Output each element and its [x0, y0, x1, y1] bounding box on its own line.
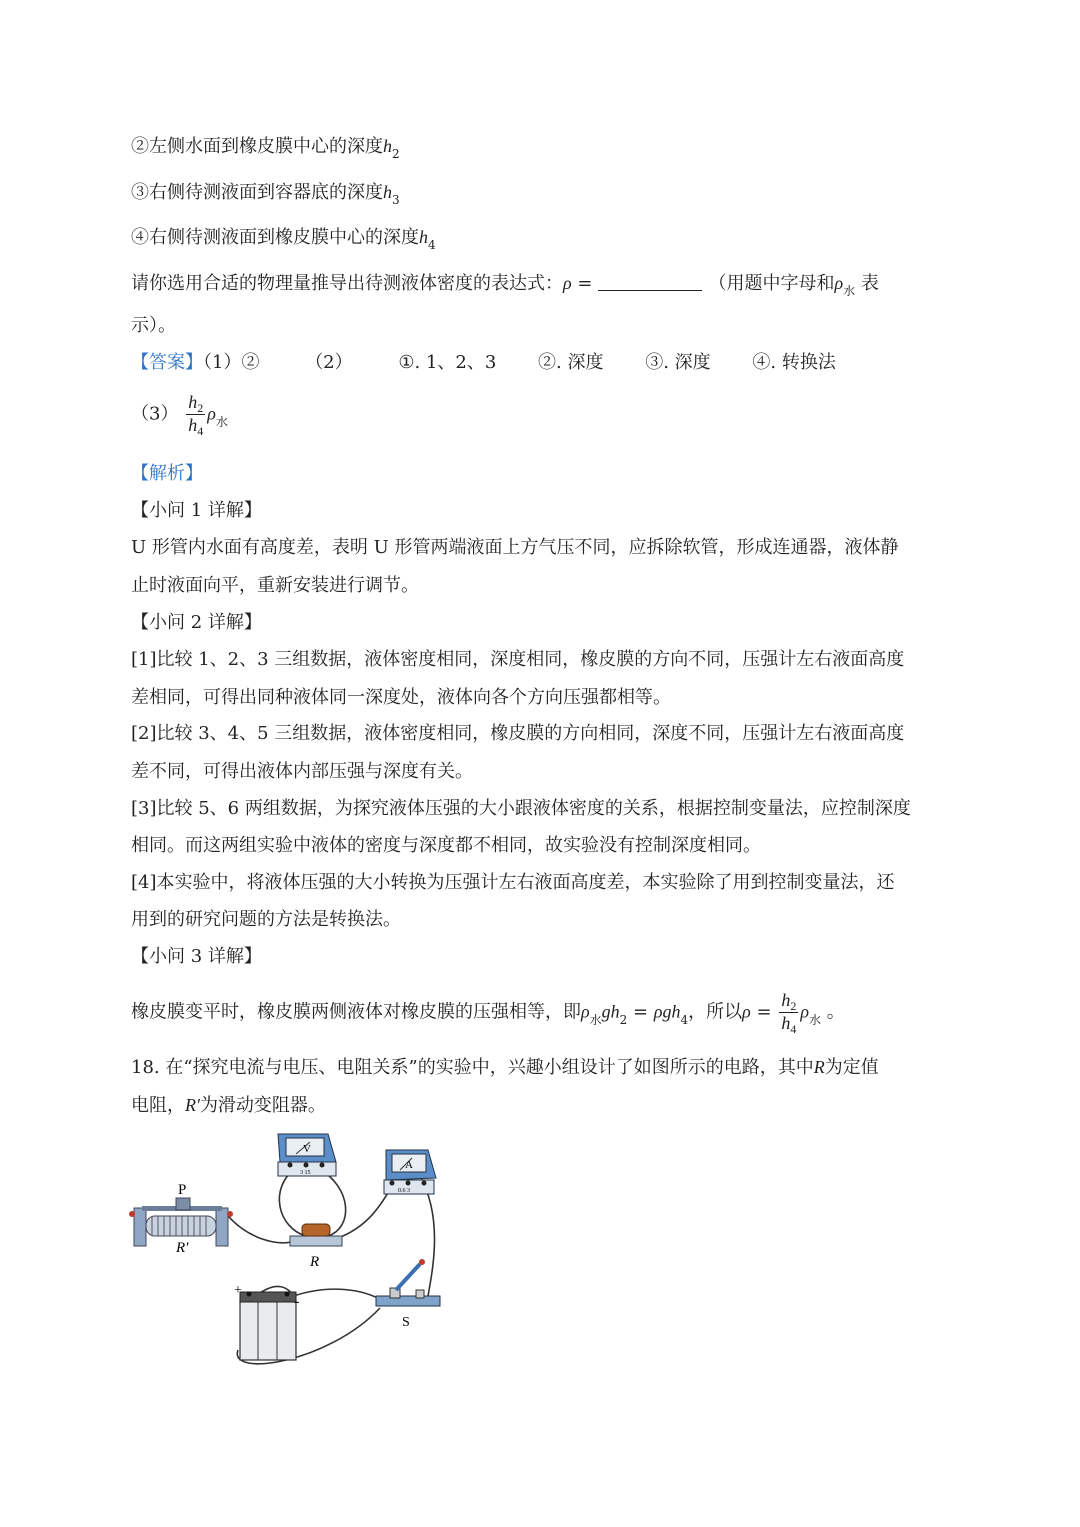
- answer-line: 【答案】（1）② （2） ①. 1、2、3 ②. 深度 ③. 深度 ④. 转换法: [131, 352, 836, 373]
- battery-plus: +: [234, 1283, 242, 1298]
- voltmeter: [278, 1134, 336, 1176]
- q2-text-4: 差不同，可得出液体内部压强与深度有关。: [131, 761, 473, 782]
- answer-blank: [598, 272, 702, 291]
- battery: [234, 1283, 299, 1360]
- ammeter: [384, 1150, 436, 1194]
- rheostat: [129, 1182, 233, 1256]
- ammeter-terminals: 0.6 3: [398, 1188, 410, 1194]
- q2-text-5: [3]比较 5、6 两组数据，为探究液体压强的大小跟液体密度的关系，根据控制变量法，应控制深度: [131, 798, 911, 819]
- answer-tag: 【答案】: [131, 352, 203, 373]
- resistor-label: R: [310, 1254, 320, 1270]
- rheostat-label: R′: [176, 1240, 189, 1256]
- analysis-tag: 【解析】: [131, 463, 203, 484]
- condition-4: ④右侧待测液面到橡皮膜中心的深度$h_4$: [131, 227, 436, 252]
- q2-text-7: [4]本实验中，将液体压强的大小转换为压强计左右液面高度差，本实验除了用到控制变量法，还: [131, 872, 895, 893]
- condition-2: ②左侧水面到橡皮膜中心的深度$h_2$: [131, 136, 400, 161]
- switch-label: S: [402, 1315, 410, 1330]
- q2-text-8: 用到的研究问题的方法是转换法。: [131, 909, 401, 930]
- question-line-2: 示）。: [131, 315, 176, 336]
- q2-heading: 【小问 2 详解】: [131, 612, 262, 633]
- q18-line-2: 电阻，R′为滑动变阻器。: [131, 1095, 326, 1116]
- voltmeter-terminals: 3 15: [300, 1170, 311, 1176]
- q2-text-3: [2]比较 3、4、5 三组数据，液体密度相同，橡皮膜的方向相同，深度不同，压强计左右液面高度: [131, 723, 905, 744]
- q2-text-2: 差相同，可得出同种液体同一深度处，液体向各个方向压强都相等。: [131, 687, 671, 708]
- condition-3: ③右侧待测液面到容器底的深度$h_3$: [131, 182, 400, 207]
- q1-text-1: U 形管内水面有高度差，表明 U 形管两端液面上方气压不同，应拆除软管，形成连通器，液体静: [131, 537, 899, 558]
- ratio-fraction-2: $\frac{h_2}{h_4}$: [781, 990, 797, 1036]
- fixed-resistor: [290, 1224, 342, 1270]
- q3-heading: 【小问 3 详解】: [131, 946, 262, 967]
- q1-text-2: 止时液面向平，重新安装进行调节。: [131, 575, 419, 596]
- battery-minus: -: [294, 1293, 300, 1310]
- q1-heading: 【小问 1 详解】: [131, 500, 262, 521]
- answer-part3: （3） $\frac{h_2}{h_4}$ $\rho_水$: [131, 392, 228, 438]
- switch: [376, 1259, 440, 1330]
- slider-label: P: [178, 1182, 187, 1198]
- ammeter-label: A: [405, 1159, 413, 1171]
- q18-line-1: 18. 在“探究电流与电压、电阻关系”的实验中，兴趣小组设计了如图所示的电路，其中R为定值: [131, 1057, 879, 1078]
- q2-text-1: [1]比较 1、2、3 三组数据，液体密度相同，深度相同，橡皮膜的方向不同，压强计左右液面高度: [131, 649, 905, 670]
- ratio-fraction: $\frac{h_2}{h_4}$: [188, 392, 204, 438]
- q2-text-6: 相同。而这两组实验中液体的密度与深度都不相同，故实验没有控制深度相同。: [131, 835, 761, 856]
- question-line: 请你选用合适的物理量推导出待测液体密度的表达式：ρ = （用题中字母和$\rho_水$ 表: [131, 273, 879, 298]
- q3-text: 橡皮膜变平时，橡皮膜两侧液体对橡皮膜的压强相等，即$\rho_水gh_2 = \rho gh_4$，所以ρ = $\frac{h_2}{h_4}$ $\rho_水$ 。: [131, 990, 845, 1036]
- circuit-figure: [128, 1128, 458, 1373]
- voltmeter-label: V: [303, 1143, 311, 1155]
